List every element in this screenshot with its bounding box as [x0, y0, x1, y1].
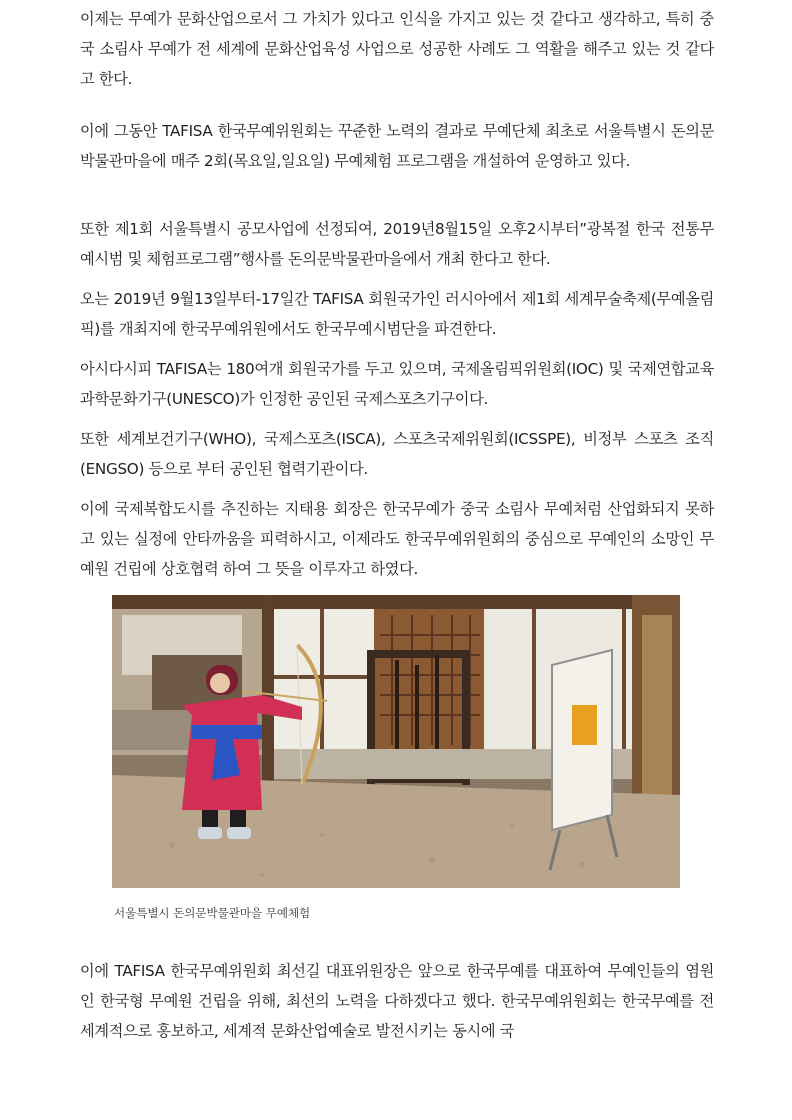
paragraph-7: 이에 국제복합도시를 추진하는 지태용 회장은 한국무예가 중국 소림사 무예처럼 산업화되지 못하고 있는 실정에 안타까움을 피력하시고, 이제라도 한국무예위원회의 중심으로 무예인의 소망인 무예원 건립에 상호협력 하여 그 뜻을 이루자고 하였다.	[80, 500, 714, 578]
archery-demonstration-photo	[112, 595, 680, 888]
paragraph-6: 또한 세계보건기구(WHO), 국제스포츠(ISCA), 스포츠국제위원회(ICSSPE), 비정부 스포츠 조직 (ENGSO) 등으로 부터 공인된 협력기관이다.	[80, 430, 714, 478]
paragraph-1: 이제는 무예가 문화산업으로서 그 가치가 있다고 인식을 가지고 있는 것 같다고 생각하고, 특히 중국 소림사 무예가 전 세계에 문화산업육성 사업으로 성공한 사례도 그 역활을 해주고 있는 것 같다고 한다.	[80, 10, 714, 88]
paragraph-4: 오는 2019년 9월13일부터-17일간 TAFISA 회원국가인 러시아에서 제1회 세계무술축제(무예올림픽)를 개최지에 한국무예위원에서도 한국무예시범단을 파견한다.	[80, 290, 714, 338]
paragraph-8: 이에 TAFISA 한국무예위원회 최선길 대표위원장은 앞으로 한국무예를 대표하여 무예인들의 염원인 한국형 무예원 건립을 위해, 최선의 노력을 다하겠다고 했다. 한국무예위원회는 한국무예를 전 세계적으로 홍보하고, 세계적 문화산업예술로 발전시키는 동시에 국	[80, 962, 714, 1040]
paragraph-5: 아시다시피 TAFISA는 180여개 회원국가를 두고 있으며, 국제올림픽위원회(IOC) 및 국제연합교육과학문화기구(UNESCO)가 인정한 공인된 국제스포츠기구이다.	[80, 360, 714, 408]
paragraph-2: 이에 그동안 TAFISA 한국무예위원회는 꾸준한 노력의 결과로 무예단체 최초로 서울특별시 돈의문박물관마을에 매주 2회(목요일,일요일) 무예체험 프로그램을 개설하여 운영하고 있다.	[80, 122, 714, 170]
figure-caption: 서울특별시 돈의문박물관마을 무예체험	[114, 906, 311, 920]
paragraph-3: 또한 제1회 서울특별시 공모사업에 선정되여, 2019년8월15일 오후2시부터”광복절 한국 전통무예시범 및 체험프로그램”행사를 돈의문박물관마을에서 개최 한다고 한다.	[80, 220, 714, 268]
